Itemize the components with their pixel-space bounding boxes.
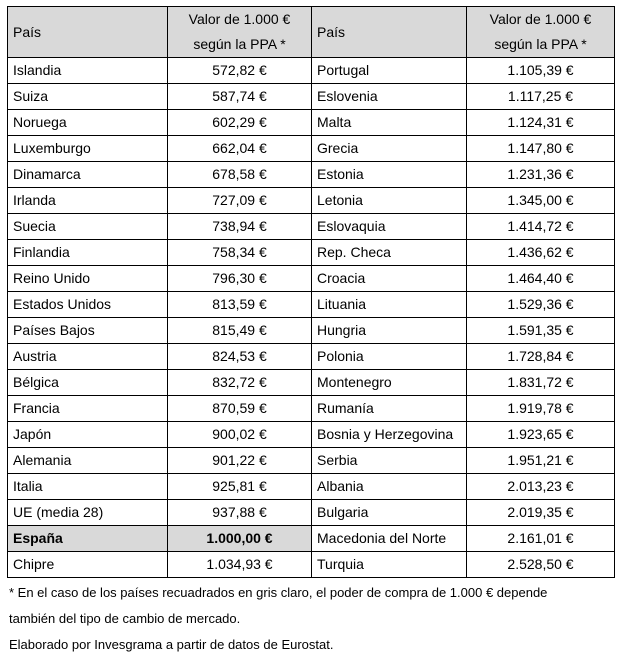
country-cell-right: Grecia xyxy=(312,136,467,162)
table-body xyxy=(8,58,615,578)
table-row xyxy=(8,136,615,162)
country-cell-right: Letonia xyxy=(312,188,467,214)
value-cell-right: 1.728,84 € xyxy=(467,344,615,370)
country-cell-left: Finlandia xyxy=(8,240,168,266)
ppa-document xyxy=(7,6,614,658)
country-cell-left: Países Bajos xyxy=(8,318,168,344)
value-cell-left: 587,74 € xyxy=(168,84,312,110)
header-value-line2: según la PPA * xyxy=(494,36,587,52)
header-value-left xyxy=(168,7,312,58)
value-cell-right: 1.923,65 € xyxy=(467,422,615,448)
table-row xyxy=(8,552,615,578)
country-cell-right: Polonia xyxy=(312,344,467,370)
table-row xyxy=(8,162,615,188)
value-cell-left: 824,53 € xyxy=(168,344,312,370)
table-row xyxy=(8,292,615,318)
table-row xyxy=(8,474,615,500)
value-cell-right: 2.013,23 € xyxy=(467,474,615,500)
table-row xyxy=(8,240,615,266)
value-cell-left: 738,94 € xyxy=(168,214,312,240)
country-cell-right: Eslovenia xyxy=(312,84,467,110)
country-cell-left: Suecia xyxy=(8,214,168,240)
value-cell-right: 1.591,35 € xyxy=(467,318,615,344)
value-cell-left: 900,02 € xyxy=(168,422,312,448)
table-row xyxy=(8,214,615,240)
country-cell-left: Irlanda xyxy=(8,188,168,214)
country-cell-left: Estados Unidos xyxy=(8,292,168,318)
country-cell-right: Bosnia y Herzegovina xyxy=(312,422,467,448)
table-row xyxy=(8,188,615,214)
country-cell-left: Reino Unido xyxy=(8,266,168,292)
value-cell-left: 1.034,93 € xyxy=(168,552,312,578)
country-cell-left: España xyxy=(8,526,168,552)
country-cell-left: Italia xyxy=(8,474,168,500)
header-value-line1: Valor de 1.000 € xyxy=(188,11,291,27)
value-cell-right: 1.231,36 € xyxy=(467,162,615,188)
table-row xyxy=(8,396,615,422)
value-cell-right: 2.019,35 € xyxy=(467,500,615,526)
country-cell-right: Serbia xyxy=(312,448,467,474)
value-cell-left: 662,04 € xyxy=(168,136,312,162)
country-cell-left: Noruega xyxy=(8,110,168,136)
header-country-right: País xyxy=(312,7,467,58)
value-cell-left: 727,09 € xyxy=(168,188,312,214)
table-row xyxy=(8,58,615,84)
value-cell-right: 1.831,72 € xyxy=(467,370,615,396)
country-cell-right: Albania xyxy=(312,474,467,500)
country-cell-left: Francia xyxy=(8,396,168,422)
value-cell-right: 1.436,62 € xyxy=(467,240,615,266)
table-header-row xyxy=(8,7,615,58)
value-cell-left: 602,29 € xyxy=(168,110,312,136)
notes xyxy=(7,580,614,658)
country-cell-left: Islandia xyxy=(8,58,168,84)
country-cell-right: Macedonia del Norte xyxy=(312,526,467,552)
table-row xyxy=(8,344,615,370)
value-cell-right: 1.117,25 € xyxy=(467,84,615,110)
country-cell-right: Lituania xyxy=(312,292,467,318)
value-cell-right: 2.528,50 € xyxy=(467,552,615,578)
value-cell-left: 813,59 € xyxy=(168,292,312,318)
country-cell-right: Rumanía xyxy=(312,396,467,422)
country-cell-left: Japón xyxy=(8,422,168,448)
value-cell-left: 1.000,00 € xyxy=(168,526,312,552)
country-cell-right: Hungria xyxy=(312,318,467,344)
country-cell-right: Turquia xyxy=(312,552,467,578)
country-cell-right: Bulgaria xyxy=(312,500,467,526)
header-country-left: País xyxy=(8,7,168,58)
footnote-line1: * En el caso de los países recuadrados en gris claro, el poder de compra de 1.000 € depende xyxy=(9,585,548,600)
value-cell-right: 1.147,80 € xyxy=(467,136,615,162)
country-cell-right: Croacia xyxy=(312,266,467,292)
table-row xyxy=(8,266,615,292)
country-cell-right: Eslovaquia xyxy=(312,214,467,240)
value-cell-left: 832,72 € xyxy=(168,370,312,396)
table-row xyxy=(8,448,615,474)
value-cell-left: 678,58 € xyxy=(168,162,312,188)
value-cell-left: 937,88 € xyxy=(168,500,312,526)
country-cell-left: Luxemburgo xyxy=(8,136,168,162)
value-cell-left: 925,81 € xyxy=(168,474,312,500)
country-cell-right: Estonia xyxy=(312,162,467,188)
footnote-line2: también del tipo de cambio de mercado. xyxy=(9,611,241,626)
value-cell-right: 1.124,31 € xyxy=(467,110,615,136)
header-value-right xyxy=(467,7,615,58)
table-row xyxy=(8,500,615,526)
value-cell-right: 1.529,36 € xyxy=(467,292,615,318)
source-note: Elaborado por Invesgrama a partir de datos de Eurostat. xyxy=(9,637,334,652)
table-row xyxy=(8,110,615,136)
value-cell-right: 1.345,00 € xyxy=(467,188,615,214)
country-cell-right: Portugal xyxy=(312,58,467,84)
country-cell-left: Dinamarca xyxy=(8,162,168,188)
table-row xyxy=(8,526,615,552)
header-value-line1: Valor de 1.000 € xyxy=(489,11,592,27)
country-cell-left: UE (media 28) xyxy=(8,500,168,526)
value-cell-left: 572,82 € xyxy=(168,58,312,84)
country-cell-left: Suiza xyxy=(8,84,168,110)
table-row xyxy=(8,84,615,110)
value-cell-right: 1.919,78 € xyxy=(467,396,615,422)
table-row xyxy=(8,318,615,344)
value-cell-right: 2.161,01 € xyxy=(467,526,615,552)
country-cell-right: Malta xyxy=(312,110,467,136)
country-cell-right: Montenegro xyxy=(312,370,467,396)
value-cell-right: 1.105,39 € xyxy=(467,58,615,84)
value-cell-left: 796,30 € xyxy=(168,266,312,292)
country-cell-left: Bélgica xyxy=(8,370,168,396)
value-cell-right: 1.414,72 € xyxy=(467,214,615,240)
value-cell-left: 758,34 € xyxy=(168,240,312,266)
country-cell-right: Rep. Checa xyxy=(312,240,467,266)
header-value-line2: según la PPA * xyxy=(193,36,286,52)
table-row xyxy=(8,370,615,396)
country-cell-left: Austria xyxy=(8,344,168,370)
value-cell-left: 901,22 € xyxy=(168,448,312,474)
country-cell-left: Chipre xyxy=(8,552,168,578)
table-row xyxy=(8,422,615,448)
value-cell-right: 1.951,21 € xyxy=(467,448,615,474)
value-cell-left: 870,59 € xyxy=(168,396,312,422)
country-cell-left: Alemania xyxy=(8,448,168,474)
ppa-table xyxy=(7,6,615,578)
value-cell-left: 815,49 € xyxy=(168,318,312,344)
value-cell-right: 1.464,40 € xyxy=(467,266,615,292)
